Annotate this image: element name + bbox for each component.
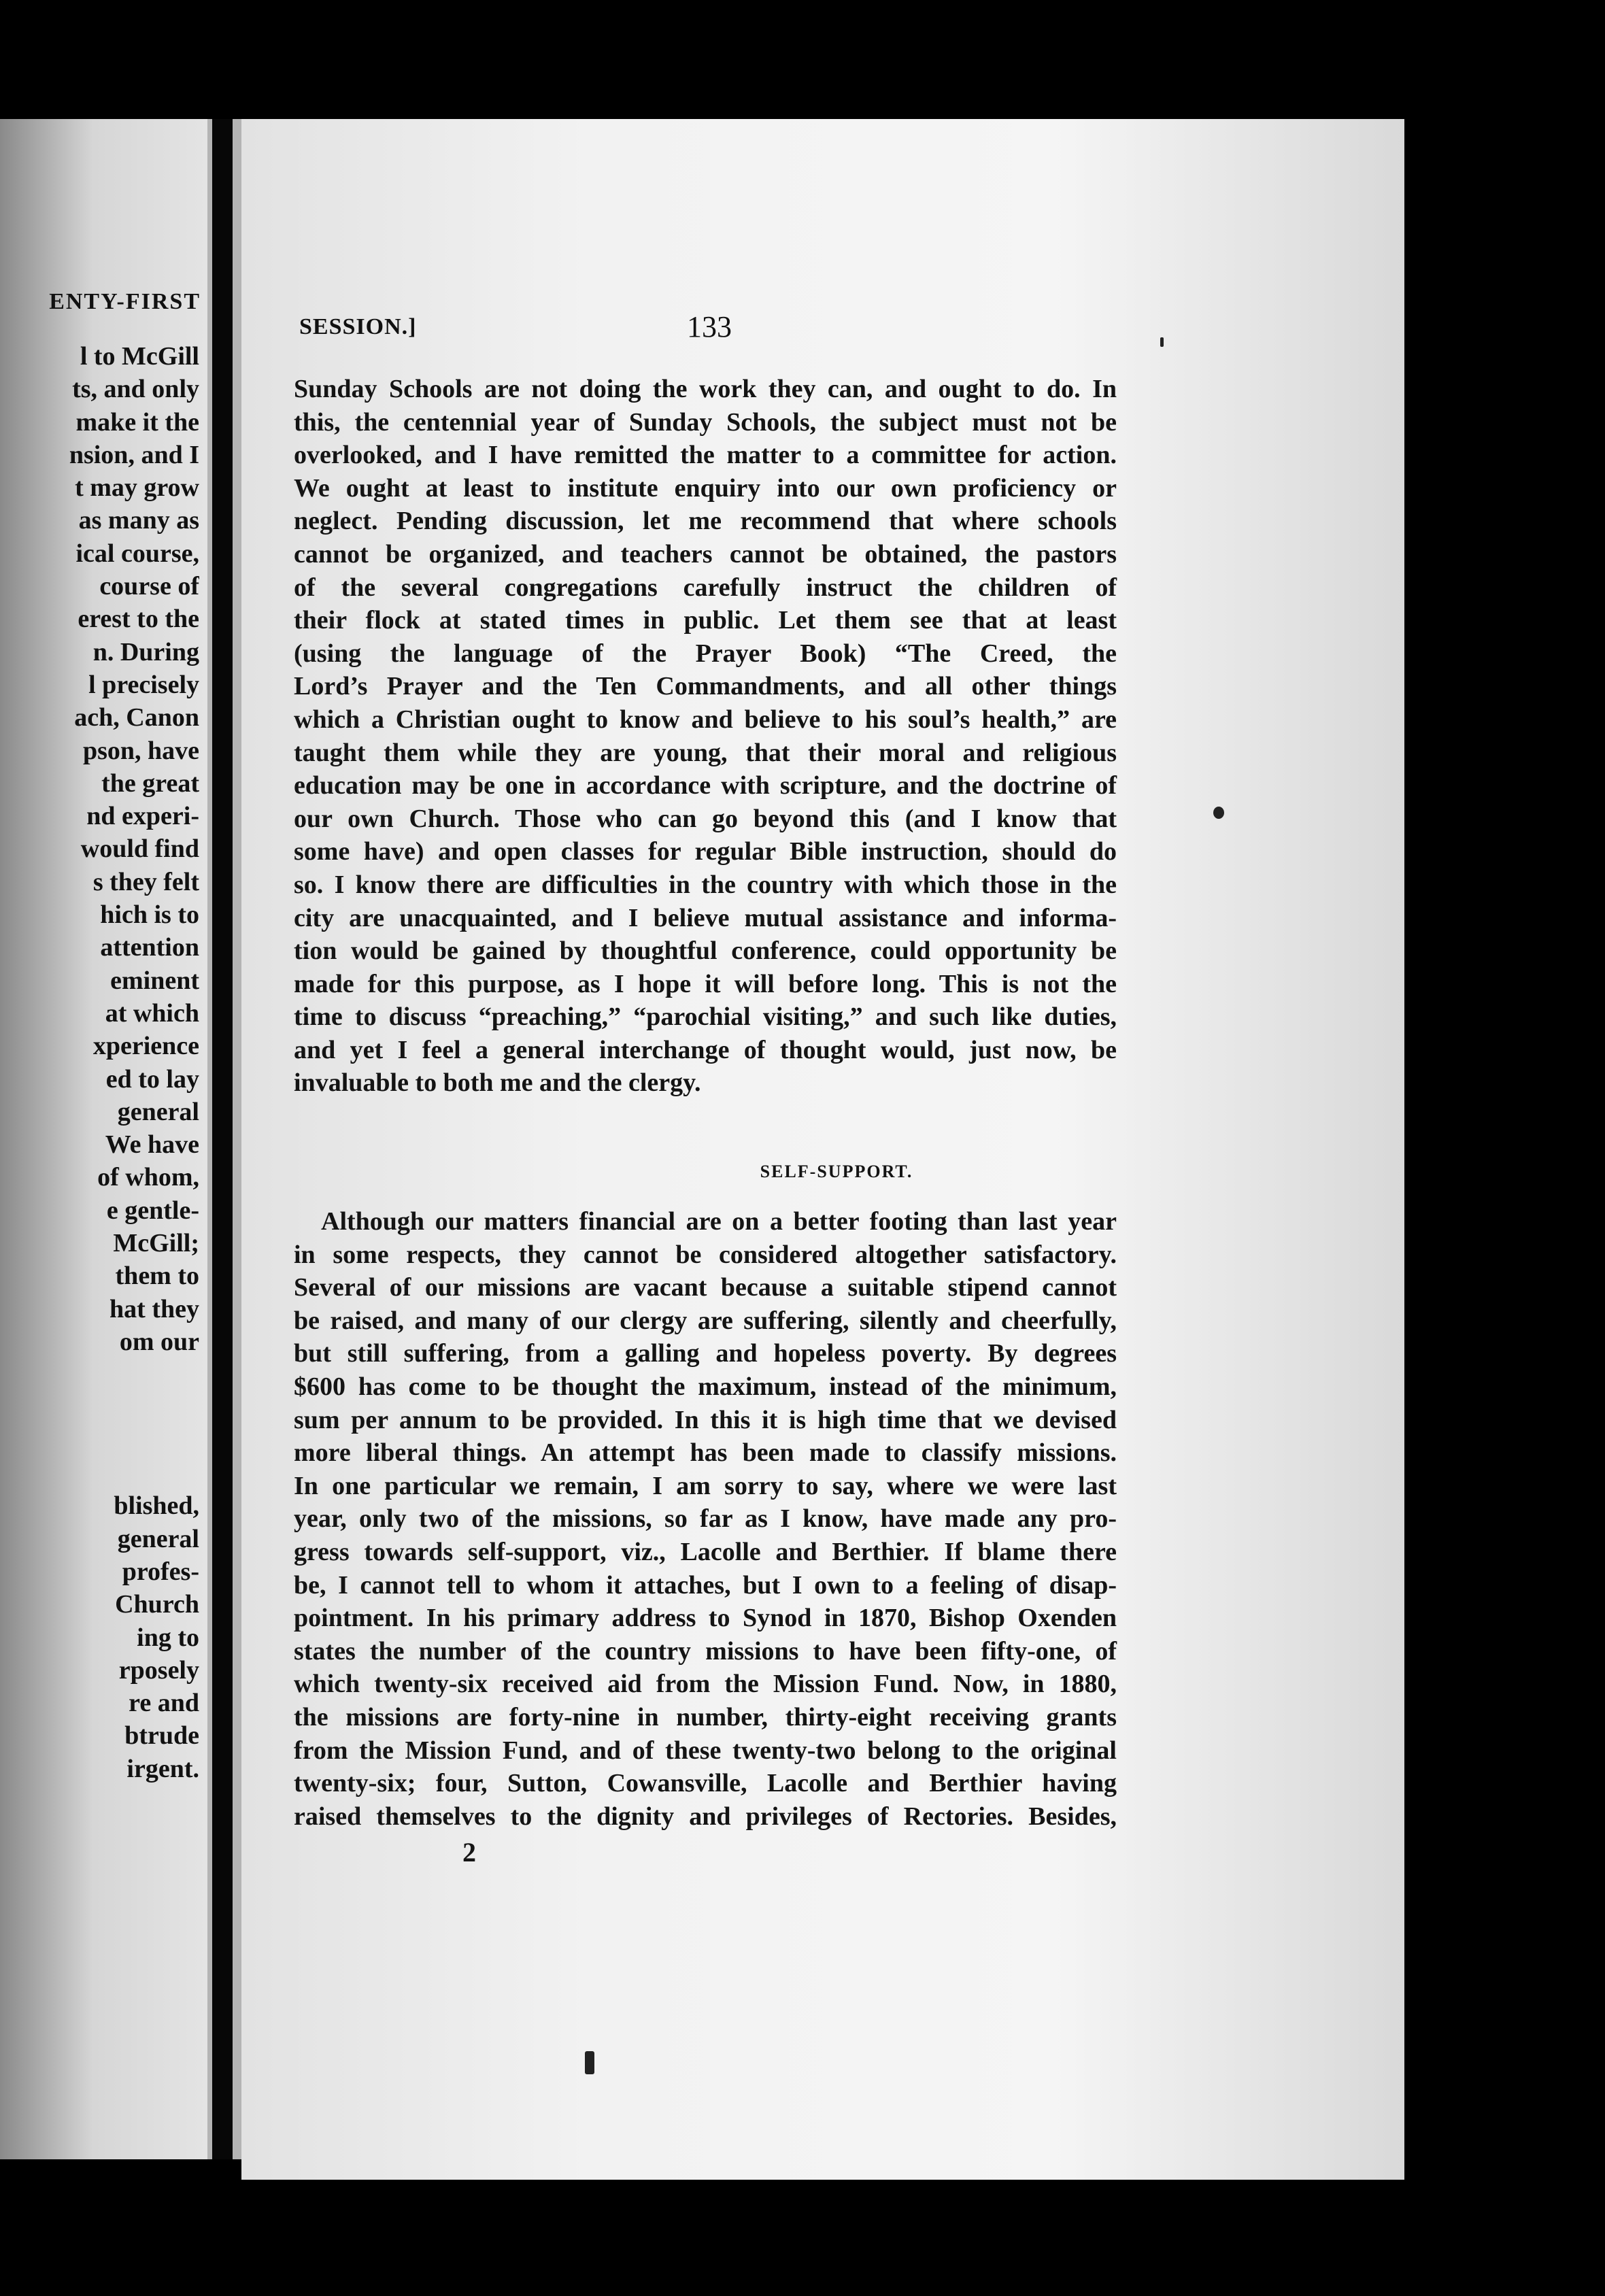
left-text-line: hich is to [100, 900, 199, 930]
left-running-head: ENTY-FIRST [49, 289, 201, 314]
text-line: twenty-six; four, Sutton, Cowansville, Lacolle and Berthier having [294, 1769, 1117, 1798]
section-heading-text: SELF-SUPPORT. [760, 1162, 913, 1181]
left-text-line: rposely [118, 1655, 199, 1685]
left-text-line: btrude [124, 1721, 199, 1751]
left-text-line: general [117, 1524, 199, 1553]
film-speck [585, 2051, 594, 2074]
left-text-line: ical course, [75, 539, 199, 568]
text-line: Lord’s Prayer and the Ten Commandments, and all other things [294, 672, 1117, 701]
text-line: education may be one in accordance with scripture, and the doctrine of [294, 771, 1117, 800]
text-line: from the Mission Fund, and of these twenty-two belong to the original [294, 1736, 1117, 1765]
left-text-line: course of [99, 572, 199, 601]
left-text-line: nd experi- [86, 802, 199, 831]
text-line: some have) and open classes for regular Bible instruction, should do [294, 837, 1117, 866]
text-line: made for this purpose, as I hope it will before long. This is not the [294, 969, 1117, 998]
text-line: taught them while they are young, that their moral and religious [294, 738, 1117, 767]
left-text-line: Church [115, 1590, 199, 1619]
left-text-line: n. During [92, 637, 199, 666]
left-text-line: blished, [114, 1491, 199, 1521]
left-text-line: irgent. [126, 1754, 199, 1783]
paragraph-sunday-schools [294, 373, 1117, 1100]
left-text-line [0, 1424, 199, 1457]
text-line: Several of our missions are vacant because a suitable stipend cannot [294, 1273, 1117, 1302]
text-line: neglect. Pending discussion, let me recommend that where schools [294, 507, 1117, 536]
text-line: Although our matters financial are on a better footing than last year [321, 1207, 1117, 1236]
text-line: invaluable to both me and the clergy. [294, 1068, 701, 1098]
left-text-line: ts, and only [72, 375, 199, 404]
left-text-line: McGill; [113, 1229, 199, 1258]
text-line: city are unacquainted, and I believe mutual assistance and informa- [294, 903, 1117, 932]
text-line: be raised, and many of our clergy are suffering, silently and cheerfully, [294, 1306, 1117, 1335]
text-line: of the several congregations carefully instruct the children of [294, 573, 1117, 602]
text-line: which a Christian ought to know and believe to his soul’s health,” are [294, 705, 1117, 734]
left-text-line: at which [105, 998, 199, 1028]
left-text-line: make it the [75, 407, 199, 437]
left-text-line: attention [100, 933, 199, 962]
left-text-line: would find [80, 834, 199, 864]
left-text-line: l to McGill [80, 342, 199, 371]
page-number: 133 [687, 310, 732, 343]
text-line: (using the language of the Prayer Book) “The Creed, the [294, 639, 1117, 668]
text-line: raised themselves to the dignity and privileges of Rectories. Besides, [294, 1802, 1117, 1831]
film-speck [1160, 337, 1164, 347]
signature-mark: 2 [462, 1837, 476, 1868]
text-line: We ought at least to institute enquiry into our own proficiency or [294, 473, 1117, 503]
text-line: time to discuss “preaching,” “parochial visiting,” and such like duties, [294, 1002, 1117, 1032]
text-line: overlooked, and I have remitted the matter to a committee for action. [294, 441, 1117, 470]
text-line: so. I know there are difficulties in the country with which those in the [294, 870, 1117, 899]
left-text-line: hat they [109, 1294, 199, 1323]
left-text-line: of whom, [97, 1163, 199, 1192]
text-line: and yet I feel a general interchange of thought would, just now, be [294, 1035, 1117, 1064]
text-line: states the number of the country missions to have been fifty-one, of [294, 1636, 1117, 1666]
left-text-line: ing to [137, 1623, 199, 1652]
left-text-line: eminent [110, 966, 199, 995]
left-text-line [0, 1457, 199, 1489]
text-line: more liberal things. An attempt has been made to classify missions. [294, 1438, 1117, 1468]
text-line: Sunday Schools are not doing the work they can, and ought to do. In [294, 375, 1117, 403]
left-text-line: pson, have [82, 736, 199, 765]
text-line: tion would be gained by thoughtful conference, could opportunity be [294, 936, 1117, 966]
left-text-line: nsion, and I [69, 440, 199, 469]
left-text-line: ach, Canon [74, 703, 199, 732]
left-text-line: xperience [92, 1032, 199, 1061]
left-text-line [0, 1358, 199, 1391]
text-line: our own Church. Those who can go beyond this (and I know that [294, 804, 1117, 833]
text-line: sum per annum to be provided. In this it is high time that we devised [294, 1405, 1117, 1434]
film-speck [1213, 807, 1224, 819]
text-line: which twenty-six received aid from the Mission Fund. Now, in 1880, [294, 1670, 1117, 1699]
left-text-line: erest to the [78, 605, 199, 634]
running-head: SESSION.] [299, 314, 417, 339]
text-line: but still suffering, from a galling and hopeless poverty. By degrees [294, 1339, 1117, 1368]
text-line: gress towards self-support, viz., Lacolle and Berthier. If blame there [294, 1537, 1117, 1566]
left-text-column [0, 340, 199, 1785]
section-heading [0, 1162, 1605, 1182]
left-text-line: We have [105, 1130, 199, 1160]
left-text-line [0, 1391, 199, 1424]
gutter-shadow-bar [212, 119, 233, 2159]
left-page-fragment [0, 119, 207, 2159]
left-text-line: them to [115, 1262, 199, 1291]
left-text-line: the great [101, 769, 199, 798]
left-text-line: e gentle- [106, 1196, 199, 1225]
left-text-line: re and [129, 1689, 199, 1718]
left-text-line: general [117, 1097, 199, 1126]
left-text-line: as many as [78, 506, 199, 535]
text-line: $600 has come to be thought the maximum, instead of the minimum, [294, 1372, 1117, 1401]
text-line: pointment. In his primary address to Synod in 1870, Bishop Oxenden [294, 1604, 1117, 1633]
text-line: cannot be organized, and teachers cannot be obtained, the pastors [294, 539, 1117, 569]
text-line: in some respects, they cannot be considered altogether satisfactory. [294, 1240, 1117, 1269]
paragraph-self-support [294, 1205, 1117, 1833]
left-text-line: profes- [122, 1557, 199, 1586]
text-line: the missions are forty-nine in number, thirty-eight receiving grants [294, 1702, 1117, 1732]
left-text-line: ed to lay [105, 1064, 199, 1094]
left-text-line: l precisely [88, 670, 199, 699]
left-text-line: om our [119, 1327, 199, 1356]
text-line: their flock at stated times in public. Let them see that at least [294, 606, 1117, 635]
left-text-line: s they felt [92, 867, 199, 896]
text-line: this, the centennial year of Sunday Schools, the subject must not be [294, 407, 1117, 437]
left-text-line: t may grow [75, 473, 199, 503]
text-line: be, I cannot tell to whom it attaches, but I own to a feeling of disap- [294, 1570, 1117, 1600]
text-line: year, only two of the missions, so far as I know, have made any pro- [294, 1504, 1117, 1534]
text-line: In one particular we remain, I am sorry to say, where we were last [294, 1471, 1117, 1500]
